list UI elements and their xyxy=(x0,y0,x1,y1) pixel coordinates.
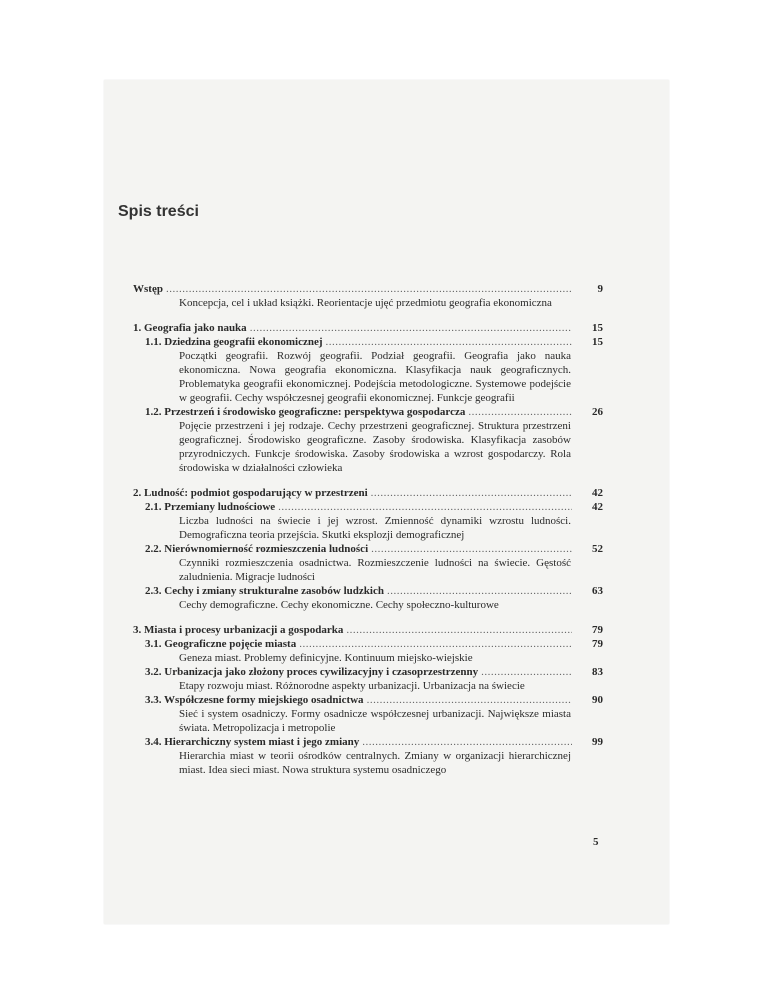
toc-section-2 xyxy=(133,486,601,612)
toc-entry-label: 1. Geografia jako nauka xyxy=(133,322,247,334)
dot-leader xyxy=(371,486,572,500)
page-number: 5 xyxy=(593,836,599,848)
toc-entry-label: 3.2. Urbanizacja jako złożony proces cywilizacyjny i czasoprzestrzenny xyxy=(145,666,479,678)
toc-entry-subchapter[interactable] xyxy=(133,637,601,651)
toc-entry-label: 3.1. Geograficzne pojęcie miasta xyxy=(145,638,297,650)
toc-description: Sieć i system osadniczy. Formy osadnicze współczesnej urbanizacji. Największe miasta świata. Metropolizacja i metropolie xyxy=(179,708,571,734)
toc-entry-label: 2.1. Przemiany ludnościowe xyxy=(145,501,276,513)
toc-description: Początki geografii. Rozwój geografii. Podział geografii. Geografia jako nauka ekonomiczna. Nowa geografia ekonomiczna. Klasyfikacja nauk geograficznych. Problematyka geografii ekonomicznej. Podejścia metodologiczne. Systemowe podejście w geografii. Cechy współczesnej geografii ekonomicznej. Funkcje geografii xyxy=(179,350,571,404)
toc-section-3 xyxy=(133,623,601,777)
table-of-contents xyxy=(133,282,601,788)
toc-page-number: 99 xyxy=(592,736,603,748)
toc-page-number: 42 xyxy=(592,487,603,499)
toc-page-number: 90 xyxy=(592,694,603,706)
toc-entry-chapter[interactable] xyxy=(133,623,601,637)
toc-entry-subchapter[interactable] xyxy=(133,500,601,514)
toc-description: Liczba ludności na świecie i jej wzrost. Zmienność dynamiki wzrostu ludności. Demograficzna teoria przejścia. Skutki eksplozji demograficznej xyxy=(179,515,571,541)
toc-entry-label: 1.1. Dziedzina geografii ekonomicznej xyxy=(145,336,323,348)
toc-entry-label: Wstęp xyxy=(133,283,163,295)
toc-entry-chapter[interactable] xyxy=(133,321,601,335)
toc-entry-label: 3.3. Współczesne formy miejskiego osadnictwa xyxy=(145,694,364,706)
toc-description: Geneza miast. Problemy definicyjne. Kontinuum miejsko-wiejskie xyxy=(179,652,473,664)
dot-leader xyxy=(367,693,572,707)
toc-entry-subchapter[interactable] xyxy=(133,735,601,749)
toc-description: Hierarchia miast w teorii ośrodków centralnych. Zmiany w organizacji hierarchicznej miast. Idea sieci miast. Nowa struktura systemu osadniczego xyxy=(179,750,571,776)
toc-entry-subchapter[interactable] xyxy=(133,542,601,556)
dot-leader xyxy=(387,584,572,598)
toc-entry-subchapter[interactable] xyxy=(133,665,601,679)
dot-leader xyxy=(299,637,572,651)
toc-page-number: 83 xyxy=(592,666,603,678)
toc-page-number: 79 xyxy=(592,624,603,636)
toc-entry-subchapter[interactable] xyxy=(133,693,601,707)
toc-section-wstep xyxy=(133,282,601,310)
toc-page-number: 63 xyxy=(592,585,603,597)
toc-description: Pojęcie przestrzeni i jej rodzaje. Cechy przestrzeni geograficznej. Struktura przestrzeni geograficznej. Środowisko geograficzne. Zasoby środowiska. Klasyfikacja zasobów przyrodniczych. Funkcje środowiska. Zasoby środowiska a wzrost gospodarczy. Rola środowiska w działalności człowieka xyxy=(179,420,571,474)
dot-leader xyxy=(468,405,572,419)
toc-page-number: 9 xyxy=(597,283,603,295)
toc-entry-label: 3. Miasta i procesy urbanizacji a gospodarka xyxy=(133,624,344,636)
toc-entry-subchapter[interactable] xyxy=(133,405,601,419)
toc-description: Czynniki rozmieszczenia osadnictwa. Rozmieszczenie ludności na świecie. Gęstość zaludnienia. Migracje ludności xyxy=(179,557,571,583)
dot-leader xyxy=(346,623,572,637)
toc-description: Koncepcja, cel i układ książki. Reorientacje ujęć przedmiotu geografia ekonomiczna xyxy=(179,297,552,309)
dot-leader xyxy=(326,335,573,349)
dot-leader xyxy=(278,500,572,514)
toc-entry-label: 1.2. Przestrzeń i środowisko geograficzne: perspektywa gospodarcza xyxy=(145,406,466,418)
toc-page-number: 42 xyxy=(592,501,603,513)
toc-entry-label: 3.4. Hierarchiczny system miast i jego zmiany xyxy=(145,736,360,748)
toc-entry-subchapter[interactable] xyxy=(133,335,601,349)
dot-leader xyxy=(250,321,572,335)
toc-description: Etapy rozwoju miast. Różnorodne aspekty urbanizacji. Urbanizacja na świecie xyxy=(179,680,525,692)
toc-description: Cechy demograficzne. Cechy ekonomiczne. Cechy społeczno-kulturowe xyxy=(179,599,499,611)
toc-page-number: 15 xyxy=(592,322,603,334)
toc-page-number: 79 xyxy=(592,638,603,650)
dot-leader xyxy=(362,735,572,749)
page-title: Spis treści xyxy=(118,203,199,220)
toc-page-number: 26 xyxy=(592,406,603,418)
dot-leader xyxy=(371,542,572,556)
dot-leader xyxy=(481,665,572,679)
toc-section-1 xyxy=(133,321,601,475)
toc-entry-label: 2.2. Nierównomierność rozmieszczenia ludności xyxy=(145,543,369,555)
toc-entry-wstep[interactable] xyxy=(133,282,601,296)
toc-page-number: 15 xyxy=(592,336,603,348)
toc-entry-label: 2.3. Cechy i zmiany strukturalne zasobów ludzkich xyxy=(145,585,384,597)
toc-entry-chapter[interactable] xyxy=(133,486,601,500)
toc-entry-subchapter[interactable] xyxy=(133,584,601,598)
dot-leader xyxy=(166,282,572,296)
toc-page-number: 52 xyxy=(592,543,603,555)
toc-entry-label: 2. Ludność: podmiot gospodarujący w przestrzeni xyxy=(133,487,368,499)
